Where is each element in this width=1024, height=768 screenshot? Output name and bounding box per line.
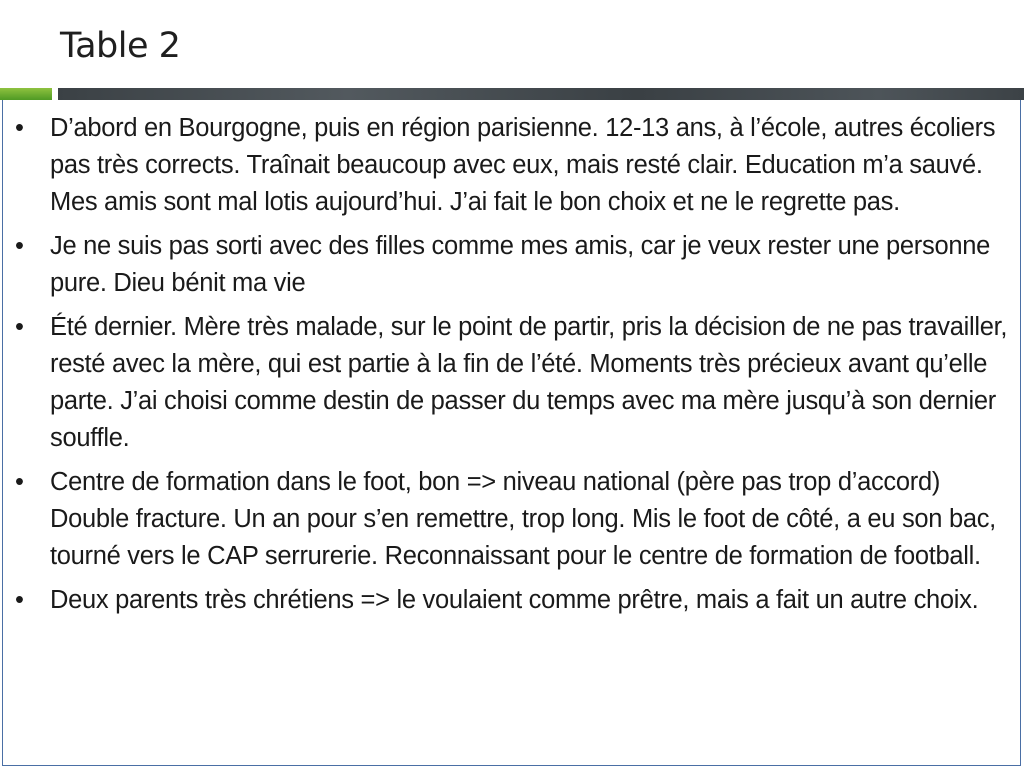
- bullet-list: [13, 110, 1017, 626]
- bullet-text: Je ne suis pas sorti avec des filles comme mes amis, car je veux rester une personne pure. Dieu bénit ma vie: [50, 232, 990, 297]
- slide-title: Table 2: [60, 26, 181, 66]
- content-box: [2, 100, 1021, 766]
- bullet-icon: •: [15, 232, 24, 260]
- list-item: [13, 464, 1017, 575]
- accent-bar-green: [0, 88, 52, 100]
- bullet-text: Centre de formation dans le foot, bon => niveau national (père pas trop d’accord) Double fracture. Un an pour s’en remettre, trop long. Mis le foot de côté, a eu son bac, tourné vers le CAP serrurerie. Reconnaissant pour le centre de formation de football.: [50, 468, 996, 570]
- list-item: [13, 582, 1017, 619]
- accent-bar: [0, 88, 1024, 100]
- accent-bar-dark: [58, 88, 1024, 100]
- list-item: [13, 309, 1017, 457]
- bullet-text: Été dernier. Mère très malade, sur le point de partir, pris la décision de ne pas travailler, resté avec la mère, qui est partie à la fin de l’été. Moments très précieux avant qu’elle parte. J’ai choisi comme destin de passer du temps avec ma mère jusqu’à son dernier souffle.: [50, 313, 1008, 452]
- bullet-icon: •: [15, 586, 24, 614]
- bullet-icon: •: [15, 313, 24, 341]
- bullet-text: Deux parents très chrétiens => le voulaient comme prêtre, mais a fait un autre choix.: [50, 586, 979, 614]
- list-item: [13, 110, 1017, 221]
- list-item: [13, 228, 1017, 302]
- bullet-text: D’abord en Bourgogne, puis en région parisienne. 12-13 ans, à l’école, autres écoliers pas très corrects. Traînait beaucoup avec eux, mais resté clair. Education m’a sauvé. Mes amis sont mal lotis aujourd’hui. J’ai fait le bon choix et ne le regrette pas.: [50, 114, 996, 216]
- bullet-icon: •: [15, 114, 24, 142]
- bullet-icon: •: [15, 468, 24, 496]
